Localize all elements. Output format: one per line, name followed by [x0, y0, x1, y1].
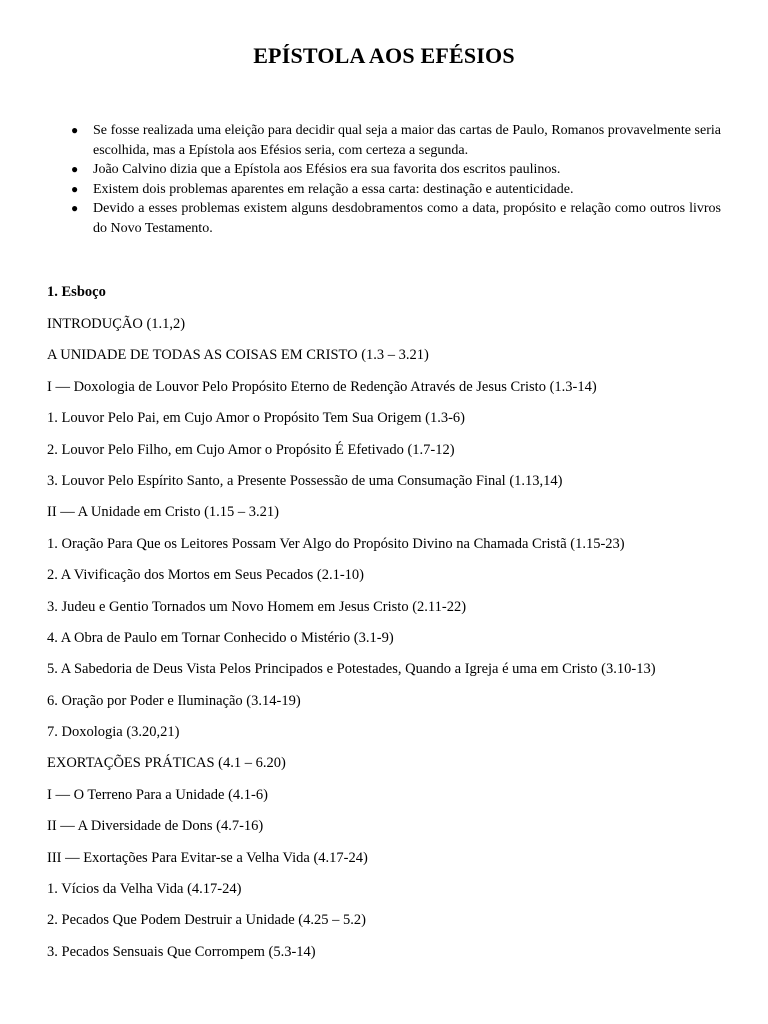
outline-item: I — O Terreno Para a Unidade (4.1-6): [47, 786, 268, 803]
outline-item: 3. Louvor Pelo Espírito Santo, a Presente Possessão de uma Consumação Final (1.13,14): [47, 472, 563, 489]
bullet-icon: ●: [71, 181, 79, 196]
outline-item: 4. A Obra de Paulo em Tornar Conhecido o Mistério (3.1-9): [47, 629, 394, 646]
outline-item: I — Doxologia de Louvor Pelo Propósito Eterno de Redenção Através de Jesus Cristo (1.3-14): [47, 378, 597, 395]
bullet-item: [71, 180, 721, 200]
outline-item: II — A Diversidade de Dons (4.7-16): [47, 818, 264, 835]
bullet-item: [71, 121, 721, 160]
outline-list: [47, 314, 737, 973]
outline-item: 1. Oração Para Que os Leitores Possam Ver Algo do Propósito Divino na Chamada Cristã (1.15-23): [47, 535, 625, 552]
outline-item: II — A Unidade em Cristo (1.15 – 3.21): [47, 504, 279, 521]
outline-item: 2. A Vivificação dos Mortos em Seus Pecados (2.1-10): [47, 567, 365, 584]
outline-item: III — Exortações Para Evitar-se a Velha Vida (4.17-24): [47, 849, 368, 866]
bullet-text: Se fosse realizada uma eleição para decidir qual seja a maior das cartas de Paulo, Romanos provavelmente seria escolhida, mas a Epístola aos Efésios seria, com certeza a segunda.: [93, 123, 721, 158]
bullet-icon: ●: [71, 162, 79, 176]
outline-item: 1. Louvor Pelo Pai, em Cujo Amor o Propósito Tem Sua Origem (1.3-6): [47, 410, 465, 427]
bullet-icon: ●: [71, 123, 79, 137]
outline-item: 3. Judeu e Gentio Tornados um Novo Homem em Jesus Cristo (2.11-22): [47, 598, 467, 615]
outline-item: 2. Pecados Que Podem Destruir a Unidade (4.25 – 5.2): [47, 912, 366, 929]
document-title: EPÍSTOLA AOS EFÉSIOS: [253, 43, 515, 68]
outline-item: EXORTAÇÕES PRÁTICAS (4.1 – 6.20): [47, 755, 286, 772]
bullet-item: [71, 160, 721, 180]
bullet-icon: ●: [71, 201, 79, 215]
outline-item: 2. Louvor Pelo Filho, em Cujo Amor o Propósito É Efetivado (1.7-12): [47, 441, 455, 458]
outline-item: 5. A Sabedoria de Deus Vista Pelos Principados e Potestades, Quando a Igreja é uma em Cristo (3.10-13): [47, 661, 656, 678]
outline-item: INTRODUÇÃO (1.1,2): [47, 316, 186, 332]
outline-item: 1. Vícios da Velha Vida (4.17-24): [47, 881, 242, 898]
intro-bullet-list: [71, 121, 721, 238]
bullet-text: Existem dois problemas aparentes em relação a essa carta: destinação e autenticidade.: [93, 181, 574, 197]
bullet-item: [71, 199, 721, 238]
section-heading: 1. Esboço: [47, 284, 106, 300]
outline-item: 6. Oração por Poder e Iluminação (3.14-19): [47, 692, 301, 709]
outline-item: A UNIDADE DE TODAS AS COISAS EM CRISTO (1.3 – 3.21): [47, 347, 429, 364]
bullet-text: João Calvino dizia que a Epístola aos Efésios era sua favorita dos escritos paulinos.: [93, 162, 561, 177]
outline-item: 3. Pecados Sensuais Que Corrompem (5.3-14): [47, 943, 316, 960]
bullet-text: Devido a esses problemas existem alguns desdobramentos como a data, propósito e relação como outros livros do Novo Testamento.: [93, 201, 721, 236]
outline-item: 7. Doxologia (3.20,21): [47, 724, 180, 741]
